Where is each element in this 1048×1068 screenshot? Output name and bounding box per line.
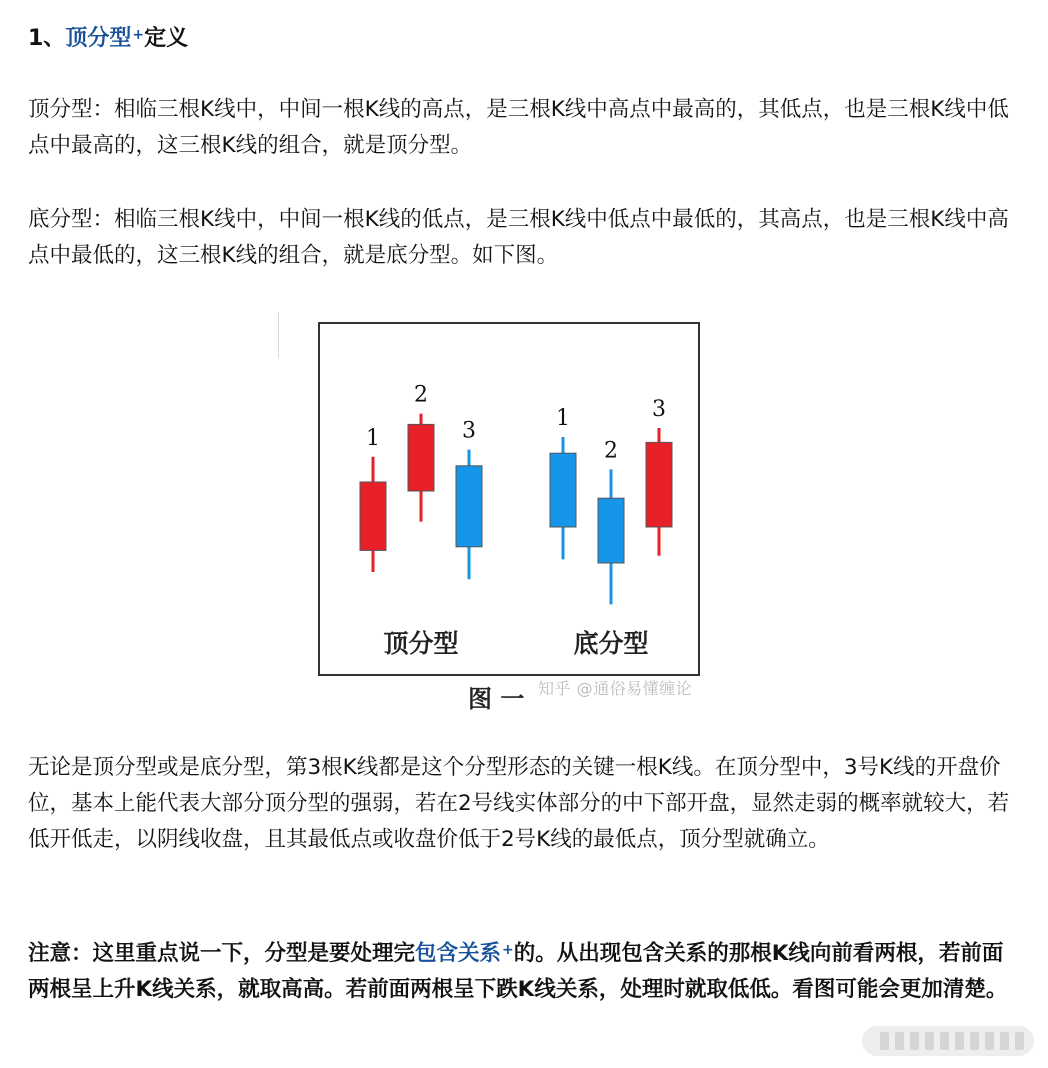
zhihu-watermark: 知乎 @通俗易懂缠论 [538, 679, 693, 698]
candlestick-chart [320, 324, 698, 674]
note-paragraph [28, 936, 1018, 1008]
figure-caption: 图 一 [468, 684, 525, 713]
top-fractal-definition: 顶分型：相临三根K线中，中间一根K线的高点，是三根K线中高点中最高的，其低点，也是三根K线中低点中最高的，这三根K线的组合，就是顶分型。 [28, 97, 1009, 158]
candle-body [550, 453, 576, 527]
inclusion-relation-link[interactable]: 包含关系 [415, 941, 502, 966]
thumb-bar [955, 1032, 964, 1050]
candle-body [598, 498, 624, 563]
note-text-before: 注意：这里重点说一下，分型是要处理完 [28, 941, 416, 966]
fractal-type-label: 底分型 [573, 629, 649, 658]
explanation-paragraph: 无论是顶分型或是底分型，第3根K线都是这个分型形态的关键一根K线。在顶分型中，3号K线的开盘价位，基本上能代表大部分顶分型的强弱，若在2号线实体部分的中下部开盘，显然走弱的概率就较大，若低开低走，以阴线收盘，且其最低点或收盘价低于2号K线的最低点，顶分型就确立。 [28, 755, 1010, 852]
thumb-bar [880, 1032, 889, 1050]
candle-body [360, 482, 386, 550]
candle-number-label: 2 [604, 438, 618, 464]
thumb-bar [1000, 1032, 1009, 1050]
thumb-bar [925, 1032, 934, 1050]
link-plus-icon: + [132, 27, 145, 43]
candle-number-label: 1 [556, 406, 570, 431]
fractal-type-label: 顶分型 [383, 629, 459, 658]
top-fractal-link[interactable]: 顶分型 [65, 26, 132, 51]
link-plus-icon: + [502, 942, 514, 958]
fractal-figure [318, 322, 700, 676]
section-heading [28, 22, 188, 56]
candle-body [408, 424, 434, 491]
heading-suffix: 定义 [144, 26, 189, 51]
heading-number: 1、 [28, 26, 66, 51]
divider-line [278, 312, 279, 358]
candle-body [456, 466, 482, 547]
thumb-bar [970, 1032, 979, 1050]
thumb-bar [895, 1032, 904, 1050]
thumb-bar [985, 1032, 994, 1050]
candle-number-label: 2 [414, 382, 428, 408]
thumb-bar [940, 1032, 949, 1050]
note-text-after: 的。从出现包含关系的那根K线向前看两根，若前面两根呈上升K线关系，就取高高。若前面两根呈下跌K线关系，处理时就取低低。看图可能会更加清楚。 [28, 941, 1008, 1002]
image-thumbnail-strip[interactable] [862, 1026, 1034, 1056]
candle-number-label: 1 [366, 425, 380, 451]
thumb-bar [910, 1032, 919, 1050]
candle-number-label: 3 [652, 397, 666, 422]
candle-body [646, 442, 672, 527]
candle-number-label: 3 [462, 418, 476, 444]
bottom-fractal-definition: 底分型：相临三根K线中，中间一根K线的低点，是三根K线中低点中最低的，其高点，也是三根K线中高点中最低的，这三根K线的组合，就是底分型。如下图。 [28, 207, 1009, 268]
thumb-bar [1015, 1032, 1024, 1050]
